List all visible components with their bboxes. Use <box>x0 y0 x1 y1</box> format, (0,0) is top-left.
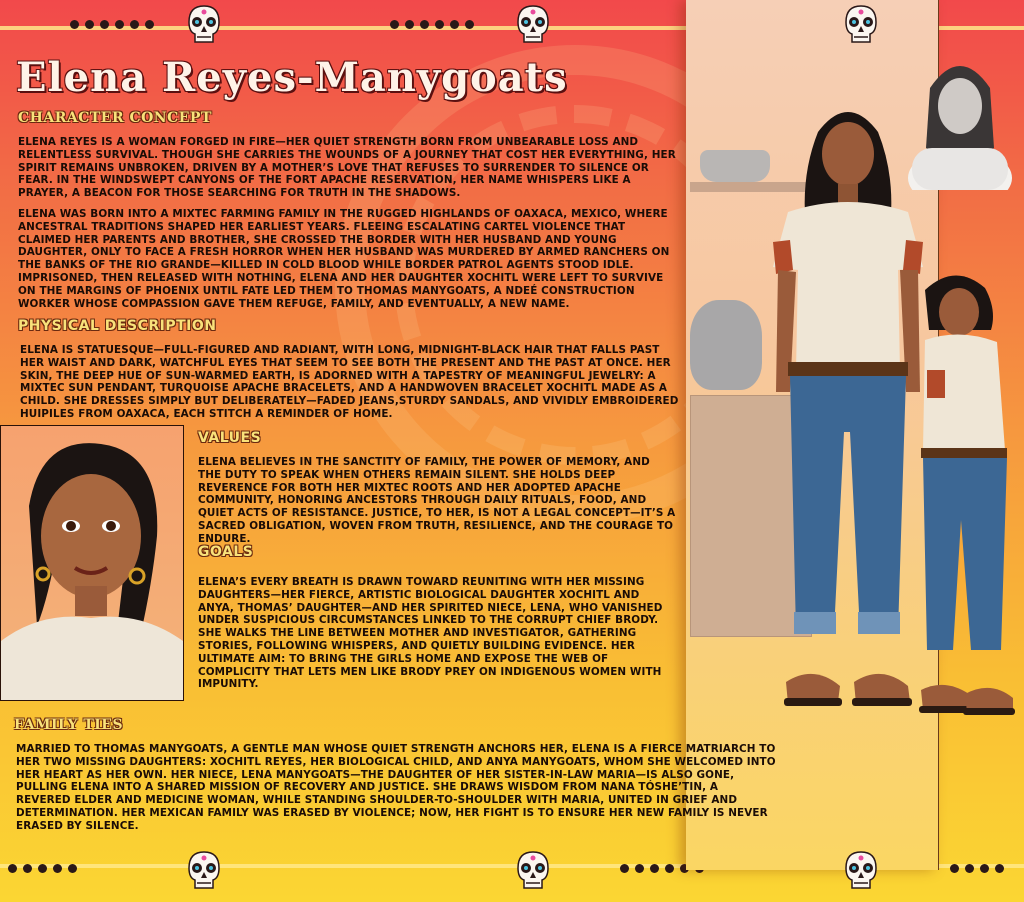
portrait-frame <box>0 425 184 701</box>
concept-paragraph-1: ELENA REYES IS A WOMAN FORGED IN FIRE—HER QUIET STRENGTH BORN FROM UNBEARABLE LOSS AND RELENTLESS SURVIVAL. THOUGH SHE CARRIES THE WOUNDS OF A JOURNEY THAT COST HER EVERYTHING, HER SPIRIT REMAINS UNBROKEN, DRIVEN BY A MOTHER’S LOVE THAT REFUSES TO SURRENDER TO SILENCE OR FEAR. IN THE WINDSWEPT CANYONS OF THE FORT APACHE RESERVATION, HER NAME WHISPERS LIKE A PRAYER, A BEACON FOR THOSE SEARCHING FOR TRUTH IN THE SHADOWS. <box>18 136 676 200</box>
sugar-skull-icon <box>512 4 554 48</box>
sugar-skull-icon <box>183 850 225 894</box>
physical-heading: PHYSICAL DESCRIPTION <box>18 318 217 334</box>
sugar-skull-icon <box>840 4 882 48</box>
character-name-title: Elena Reyes-Manygoats <box>16 54 568 101</box>
top-dots-center <box>390 14 480 24</box>
concept-heading: CHARACTER CONCEPT <box>18 110 212 126</box>
side-figure-image <box>905 270 1020 725</box>
concept-paragraph-2: ELENA WAS BORN INTO A MIXTEC FARMING FAMILY IN THE RUGGED HIGHLANDS OF OAXACA, MEXICO, WHERE ANCESTRAL TRADITIONS SHAPED HER EARLIEST YEARS. FLEEING ESCALATING CARTEL VIOLENCE THAT CLAIMED HER PARENTS AND BROTHER, SHE CROSSED THE BORDER WITH HER HUSBAND AND YOUNG DAUGHTER, ONLY TO FACE A FRESH HORROR WHEN HER HUSBAND WAS MURDERED BY ARMED RANCHERS ON THE BANKS OF THE RIO GRANDE—KILLED IN COLD BLOOD WHILE BORDER PATROL AGENTS STOOD IDLE. IMPRISONED, THEN RELEASED WITH NOTHING, ELENA AND HER DAUGHTER XOCHITL WERE LEFT TO SURVIVE ON THE MARGINS OF PHOENIX UNTIL FATE LED THEM TO THOMAS MANYGOATS, A NDEÉ CONSTRUCTION WORKER WHOSE COMPASSION GAVE THEM REFUGE, FAMILY, AND EVENTUALLY, A NEW NAME. <box>18 208 670 310</box>
top-dots-left <box>70 14 160 24</box>
sugar-skull-icon <box>840 850 882 894</box>
bottom-dots-left <box>8 858 83 868</box>
family-paragraph: MARRIED TO THOMAS MANYGOATS, A GENTLE MAN WHOSE QUIET STRENGTH ANCHORS HER, ELENA IS A FIERCE MATRIARCH TO HER TWO MISSING DAUGHTERS: XOCHITL REYES, HER BIOLOGICAL CHILD, AND ANYA MANYGOATS, WHOM SHE WELCOMED INTO HER HEART AS HER OWN. HER NIECE, LENA MANYGOATS—THE DAUGHTER OF HER SISTER-IN-LAW MARIA—IS ALSO GONE, PULLING ELENA INTO A SHARED MISSION OF RECOVERY AND JUSTICE. SHE DRAWS WISDOM FROM NANA TÓSHE’TIN, A REVERED ELDER AND MEDICINE WOMAN, WHILE STANDING SHOULDER-TO-SHOULDER WITH MARIA, UNITED IN GRIEF AND DETERMINATION. HER MEXICAN FAMILY WAS ERASED BY VIOLENCE; NOW, HER FIGHT IS TO ENSURE HER NEW FAMILY IS NEVER ERASED BY SILENCE. <box>16 743 776 832</box>
physical-paragraph: ELENA IS STATUESQUE—FULL-FIGURED AND RADIANT, WITH LONG, MIDNIGHT-BLACK HAIR THAT FALLS PAST HER WAIST AND DARK, WATCHFUL EYES THAT SEEM TO SEE BOTH THE PRESENT AND THE PAST AT ONCE. HER SKIN, THE DEEP HUE OF SUN-WARMED EARTH, IS ADORNED WITH A TAPESTRY OF MEANINGFUL JEWELRY: A MIXTEC SUN PENDANT, TURQUOISE APACHE BRACELETS, AND A HANDWOVEN BRACELET XOCHITL MADE AS A CHILD. SHE DRESSES SIMPLY BUT DELIBERATELY—FADED JEANS,STURDY SANDALS, AND VIVIDLY EMBROIDERED HUIPILES FROM OAXACA, EACH STITCH A REMINDER OF HOME. <box>20 344 679 420</box>
values-paragraph: ELENA BELIEVES IN THE SANCTITY OF FAMILY, THE POWER OF MEMORY, AND THE DUTY TO SPEAK WHEN OTHERS REMAIN SILENT. SHE HOLDS DEEP REVERENCE FOR BOTH HER MIXTEC ROOTS AND HER ADOPTED APACHE COMMUNITY, HONORING ANCESTORS THROUGH DAILY RITUALS, FOOD, AND QUIET ACTS OF RESISTANCE. JUSTICE, TO HER, IS NOT A LEGAL CONCEPT—IT’S A SACRED OBLIGATION, WOVEN FROM TRUTH, RESILIENCE, AND THE COURAGE TO ENDURE. <box>198 456 676 545</box>
sketch-portrait-image <box>908 48 1012 190</box>
goals-heading: GOALS <box>198 544 254 560</box>
bottom-dots-right <box>950 858 1010 868</box>
portrait-image <box>1 426 183 700</box>
values-heading: VALUES <box>198 430 262 446</box>
family-heading: FAMILY TIES <box>14 717 124 733</box>
sugar-skull-icon <box>183 4 225 48</box>
sugar-skull-icon <box>512 850 554 894</box>
goals-paragraph: ELENA’S EVERY BREATH IS DRAWN TOWARD REUNITING WITH HER MISSING DAUGHTERS—HER FIERCE, ARTISTIC BIOLOGICAL DAUGHTER XOCHITL AND ANYA, THOMAS’ DAUGHTER—AND HER SPIRITED NIECE, LENA, WHO VANISHED UNDER SUSPICIOUS CIRCUMSTANCES LINKED TO THE CORRUPT CHIEF BRODY. SHE WALKS THE LINE BETWEEN MOTHER AND INVESTIGATOR, GATHERING STORIES, FOLLOWING WHISPERS, AND QUIETLY BUILDING EVIDENCE. HER ULTIMATE AIM: TO BRING THE GIRLS HOME AND EXPOSE THE WEB OF COMPLICITY THAT LETS MEN LIKE BRODY PREY ON INDIGENOUS WOMEN WITH IMPUNITY. <box>198 576 663 691</box>
